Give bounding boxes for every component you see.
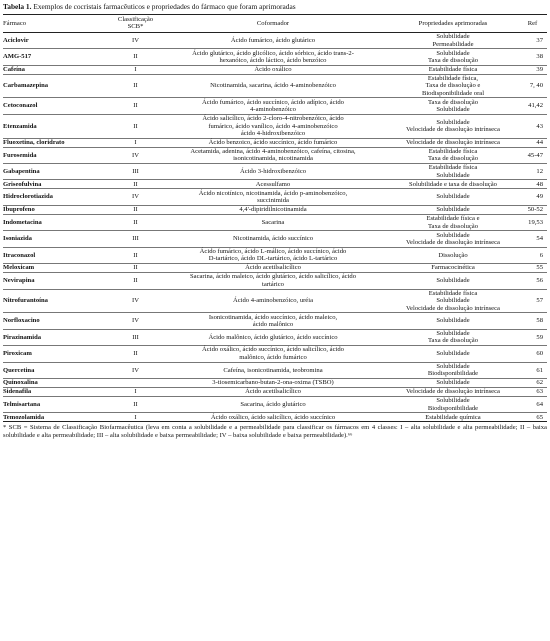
ref-cell: 58 bbox=[518, 313, 547, 329]
properties-cell: Solubilidade bbox=[388, 273, 518, 289]
table-row bbox=[3, 98, 547, 114]
coformer-cell: Ácido acetilsalicílico bbox=[158, 264, 388, 273]
scb-cell: II bbox=[113, 264, 158, 273]
drug-cell: Etenzamida bbox=[3, 114, 113, 138]
properties-cell: Taxa de dissolução Solubilidade bbox=[388, 98, 518, 114]
ref-cell: 6 bbox=[518, 247, 547, 263]
scb-cell: I bbox=[113, 387, 158, 396]
table-row bbox=[3, 164, 547, 180]
ref-cell: 45-47 bbox=[518, 147, 547, 163]
scb-cell: II bbox=[113, 74, 158, 98]
drug-cell: AMG-517 bbox=[3, 49, 113, 65]
header-drug: Fármaco bbox=[3, 15, 113, 33]
table-row bbox=[3, 138, 547, 147]
ref-cell: 60 bbox=[518, 346, 547, 362]
scb-cell: II bbox=[113, 247, 158, 263]
scb-cell: III bbox=[113, 231, 158, 247]
ref-cell: 57 bbox=[518, 289, 547, 313]
drug-cell: Furosemida bbox=[3, 147, 113, 163]
ref-cell: 12 bbox=[518, 164, 547, 180]
table-row bbox=[3, 362, 547, 378]
ref-cell: 59 bbox=[518, 329, 547, 345]
ref-cell: 41,42 bbox=[518, 98, 547, 114]
ref-cell: 54 bbox=[518, 231, 547, 247]
drug-cell: Quercetina bbox=[3, 362, 113, 378]
properties-cell: Farmacocinética bbox=[388, 264, 518, 273]
properties-cell: Solubilidade Velocidade de dissolução intrínseca bbox=[388, 114, 518, 138]
ref-cell: 65 bbox=[518, 413, 547, 422]
ref-cell: 49 bbox=[518, 189, 547, 205]
coformer-cell: Ácido fumárico, ácido L-málico, ácido succínico, ácido D-tartárico, ácido DL-tartárico, ácido L-tartárico bbox=[158, 247, 388, 263]
coformer-cell: Isonicotinamida, ácido succínico, ácido maleico, ácido malônico bbox=[158, 313, 388, 329]
scb-cell: III bbox=[113, 329, 158, 345]
coformer-cell: Ácido glutárico, ácido glicólico, ácido sórbico, ácido trans-2- hexanóico, ácido láctico, ácido benzóico bbox=[158, 49, 388, 65]
table-row bbox=[3, 231, 547, 247]
properties-cell: Solubilidade Velocidade de dissolução intrínseca bbox=[388, 231, 518, 247]
ref-cell: 39 bbox=[518, 65, 547, 74]
table-row bbox=[3, 32, 547, 48]
ref-cell: 44 bbox=[518, 138, 547, 147]
caption-text: Exemplos de cocristais farmacêuticos e propriedades do fármaco que foram aprimoradas bbox=[33, 2, 296, 11]
scb-cell: II bbox=[113, 214, 158, 230]
scb-cell bbox=[113, 378, 158, 387]
ref-cell: 38 bbox=[518, 49, 547, 65]
drug-cell: Nevirapina bbox=[3, 273, 113, 289]
coformer-cell: Ácido benzoico, ácido succínico, ácido fumárico bbox=[158, 138, 388, 147]
drug-cell: Itraconazol bbox=[3, 247, 113, 263]
scb-cell: IV bbox=[113, 189, 158, 205]
scb-cell: IV bbox=[113, 313, 158, 329]
scb-cell: II bbox=[113, 205, 158, 214]
scb-cell: IV bbox=[113, 362, 158, 378]
table-row bbox=[3, 147, 547, 163]
table-row bbox=[3, 49, 547, 65]
properties-cell: Estabilidade física, Taxa de dissolução e Biodisponibilidade oral bbox=[388, 74, 518, 98]
ref-cell: 64 bbox=[518, 396, 547, 412]
scb-cell: II bbox=[113, 180, 158, 189]
table-row bbox=[3, 329, 547, 345]
ref-cell: 48 bbox=[518, 180, 547, 189]
table-caption bbox=[3, 2, 547, 11]
scb-cell: I bbox=[113, 65, 158, 74]
coformer-cell: Nicotinamida, ácido succínico bbox=[158, 231, 388, 247]
table-header bbox=[3, 15, 547, 33]
drug-cell: Quinoxalina bbox=[3, 378, 113, 387]
drug-cell: Indometacina bbox=[3, 214, 113, 230]
properties-cell: Velocidade de dissolução intrínseca bbox=[388, 387, 518, 396]
properties-cell: Solubilidade Biodisponibilidade bbox=[388, 396, 518, 412]
ref-cell: 19,53 bbox=[518, 214, 547, 230]
drug-cell: Cafeína bbox=[3, 65, 113, 74]
properties-cell: Estabilidade física e Taxa de dissolução bbox=[388, 214, 518, 230]
scb-cell: II bbox=[113, 98, 158, 114]
table-row bbox=[3, 65, 547, 74]
table-row bbox=[3, 205, 547, 214]
drug-cell: Ibuprofeno bbox=[3, 205, 113, 214]
scb-cell: II bbox=[113, 49, 158, 65]
coformer-cell: Ácido malônico, ácido glutárico, ácido succínico bbox=[158, 329, 388, 345]
properties-cell: Solubilidade bbox=[388, 189, 518, 205]
drug-cell: Pirazinamida bbox=[3, 329, 113, 345]
coformer-cell: Acessulfamo bbox=[158, 180, 388, 189]
caption-label: Tabela 1. bbox=[3, 2, 32, 11]
coformer-cell: Ácido nicotínico, nicotinamida, ácido p-aminobenzóico, succinimida bbox=[158, 189, 388, 205]
header-coformer: Coformador bbox=[158, 15, 388, 33]
properties-cell: Solubilidade Taxa de dissolução bbox=[388, 49, 518, 65]
footnote: * SCB = Sistema de Classificação Biofarmacêutica (leva em conta a solubilidade e a permeabilidade para classificar os fármacos em 4 classes: I – alta solubilidade e alta permeabilidade; II – baixa solubilidade e alta permeabilidade; III – alta solubilidade e baixa permeabilidade; IV – baixa solubilidade e baixa permeabilidade).⁶⁶ bbox=[3, 424, 547, 440]
properties-cell: Estabilidade física Solubilidade bbox=[388, 164, 518, 180]
properties-cell: Solubilidade bbox=[388, 313, 518, 329]
properties-cell: Solubilidade Taxa de dissolução bbox=[388, 329, 518, 345]
table-row bbox=[3, 189, 547, 205]
drug-cell: Meloxicam bbox=[3, 264, 113, 273]
drug-cell: Norfloxacino bbox=[3, 313, 113, 329]
drug-cell: Telmisartana bbox=[3, 396, 113, 412]
header-properties: Propriedades aprimoradas bbox=[388, 15, 518, 33]
properties-cell: Estabilidade física Solubilidade Velocidade de dissolução intrínseca bbox=[388, 289, 518, 313]
table-row bbox=[3, 180, 547, 189]
header-ref: Ref bbox=[518, 15, 547, 33]
drug-cell: Nitrofurantoína bbox=[3, 289, 113, 313]
table-row bbox=[3, 273, 547, 289]
table-row bbox=[3, 387, 547, 396]
properties-cell: Solubilidade bbox=[388, 346, 518, 362]
scb-cell: I bbox=[113, 138, 158, 147]
ref-cell: 62 bbox=[518, 378, 547, 387]
table-row bbox=[3, 74, 547, 98]
drug-cell: Gabapentina bbox=[3, 164, 113, 180]
drug-cell: Sidenafila bbox=[3, 387, 113, 396]
coformer-cell: Ácido 4-aminobenzóico, uréia bbox=[158, 289, 388, 313]
scb-cell: II bbox=[113, 346, 158, 362]
properties-cell: Velocidade de dissolução intrínseca bbox=[388, 138, 518, 147]
table-row bbox=[3, 114, 547, 138]
drug-cell: Carbamazepina bbox=[3, 74, 113, 98]
properties-cell: Dissolução bbox=[388, 247, 518, 263]
table-row bbox=[3, 396, 547, 412]
properties-cell: Solubilidade bbox=[388, 205, 518, 214]
coformer-cell: 3-tiosemicarbano-butan-2-ona-oxima (TSBO) bbox=[158, 378, 388, 387]
header-scb: Classificação SCB* bbox=[113, 15, 158, 33]
coformer-cell: Cafeína, isonicotinamida, teobromina bbox=[158, 362, 388, 378]
scb-cell: III bbox=[113, 164, 158, 180]
table-row bbox=[3, 413, 547, 422]
ref-cell: 55 bbox=[518, 264, 547, 273]
coformer-cell: Ácido fumárico, ácido succínico, ácido adípico, ácido 4-aminobenzóico bbox=[158, 98, 388, 114]
scb-cell: IV bbox=[113, 147, 158, 163]
table-row bbox=[3, 313, 547, 329]
drug-cell: Fluoxetina, cloridrato bbox=[3, 138, 113, 147]
table-row bbox=[3, 289, 547, 313]
table-row bbox=[3, 378, 547, 387]
drug-cell: Temozolamida bbox=[3, 413, 113, 422]
drug-cell: Griseofulvina bbox=[3, 180, 113, 189]
ref-cell: 50-52 bbox=[518, 205, 547, 214]
scb-cell: II bbox=[113, 396, 158, 412]
table-row bbox=[3, 214, 547, 230]
ref-cell: 63 bbox=[518, 387, 547, 396]
table-row bbox=[3, 247, 547, 263]
properties-cell: Solubilidade e taxa de dissolução bbox=[388, 180, 518, 189]
cocrystal-table bbox=[3, 14, 547, 422]
scb-cell: II bbox=[113, 273, 158, 289]
properties-cell: Solubilidade Permeabilidade bbox=[388, 32, 518, 48]
coformer-cell: Acetamida, adenina, ácido 4-aminobenzóico, cafeína, citosina, isonicotinamida, nicotinamida bbox=[158, 147, 388, 163]
properties-cell: Estabilidade química bbox=[388, 413, 518, 422]
scb-cell: II bbox=[113, 114, 158, 138]
ref-cell: 7, 40 bbox=[518, 74, 547, 98]
table-row bbox=[3, 264, 547, 273]
table-body bbox=[3, 32, 547, 422]
coformer-cell: Ácido oxálico, ácido succínico, ácido salicílico, ácido malônico, ácido fumárico bbox=[158, 346, 388, 362]
coformer-cell: Ácido oxálico bbox=[158, 65, 388, 74]
coformer-cell: Nicotinamida, sacarina, ácido 4-aminobenzóico bbox=[158, 74, 388, 98]
ref-cell: 61 bbox=[518, 362, 547, 378]
scb-cell: IV bbox=[113, 32, 158, 48]
coformer-cell: Ácido salicílico, ácido 2-cloro-4-nitrobenzóico, ácido fumárico, ácido vanílico, ácido 4-aminobenzóico ácido 4-hidroxibenzóico bbox=[158, 114, 388, 138]
ref-cell: 43 bbox=[518, 114, 547, 138]
coformer-cell: Sacarina bbox=[158, 214, 388, 230]
drug-cell: Cetoconazol bbox=[3, 98, 113, 114]
properties-cell: Solubilidade bbox=[388, 378, 518, 387]
properties-cell: Estabilidade física bbox=[388, 65, 518, 74]
coformer-cell: 4,4'-dipiridilnicotinamida bbox=[158, 205, 388, 214]
coformer-cell: Ácido fumárico, ácido glutárico bbox=[158, 32, 388, 48]
table-row bbox=[3, 346, 547, 362]
coformer-cell: Ácido oxálico, ácido salicílico, ácido succínico bbox=[158, 413, 388, 422]
coformer-cell: Sacarina, ácido maleico, ácido glutárico, ácido salicílico, ácido tartárico bbox=[158, 273, 388, 289]
scb-cell: I bbox=[113, 413, 158, 422]
coformer-cell: Sacarina, ácido glutárico bbox=[158, 396, 388, 412]
ref-cell: 37 bbox=[518, 32, 547, 48]
scb-cell: IV bbox=[113, 289, 158, 313]
coformer-cell: Ácido 3-hidroxibenzóico bbox=[158, 164, 388, 180]
drug-cell: Piroxicam bbox=[3, 346, 113, 362]
drug-cell: Hidroclorotiazida bbox=[3, 189, 113, 205]
properties-cell: Estabilidade física Taxa de dissolução bbox=[388, 147, 518, 163]
ref-cell: 56 bbox=[518, 273, 547, 289]
drug-cell: Isoniazida bbox=[3, 231, 113, 247]
drug-cell: Aciclovir bbox=[3, 32, 113, 48]
coformer-cell: Ácido acetilsalicílico bbox=[158, 387, 388, 396]
properties-cell: Solubilidade Biodisponibilidade bbox=[388, 362, 518, 378]
